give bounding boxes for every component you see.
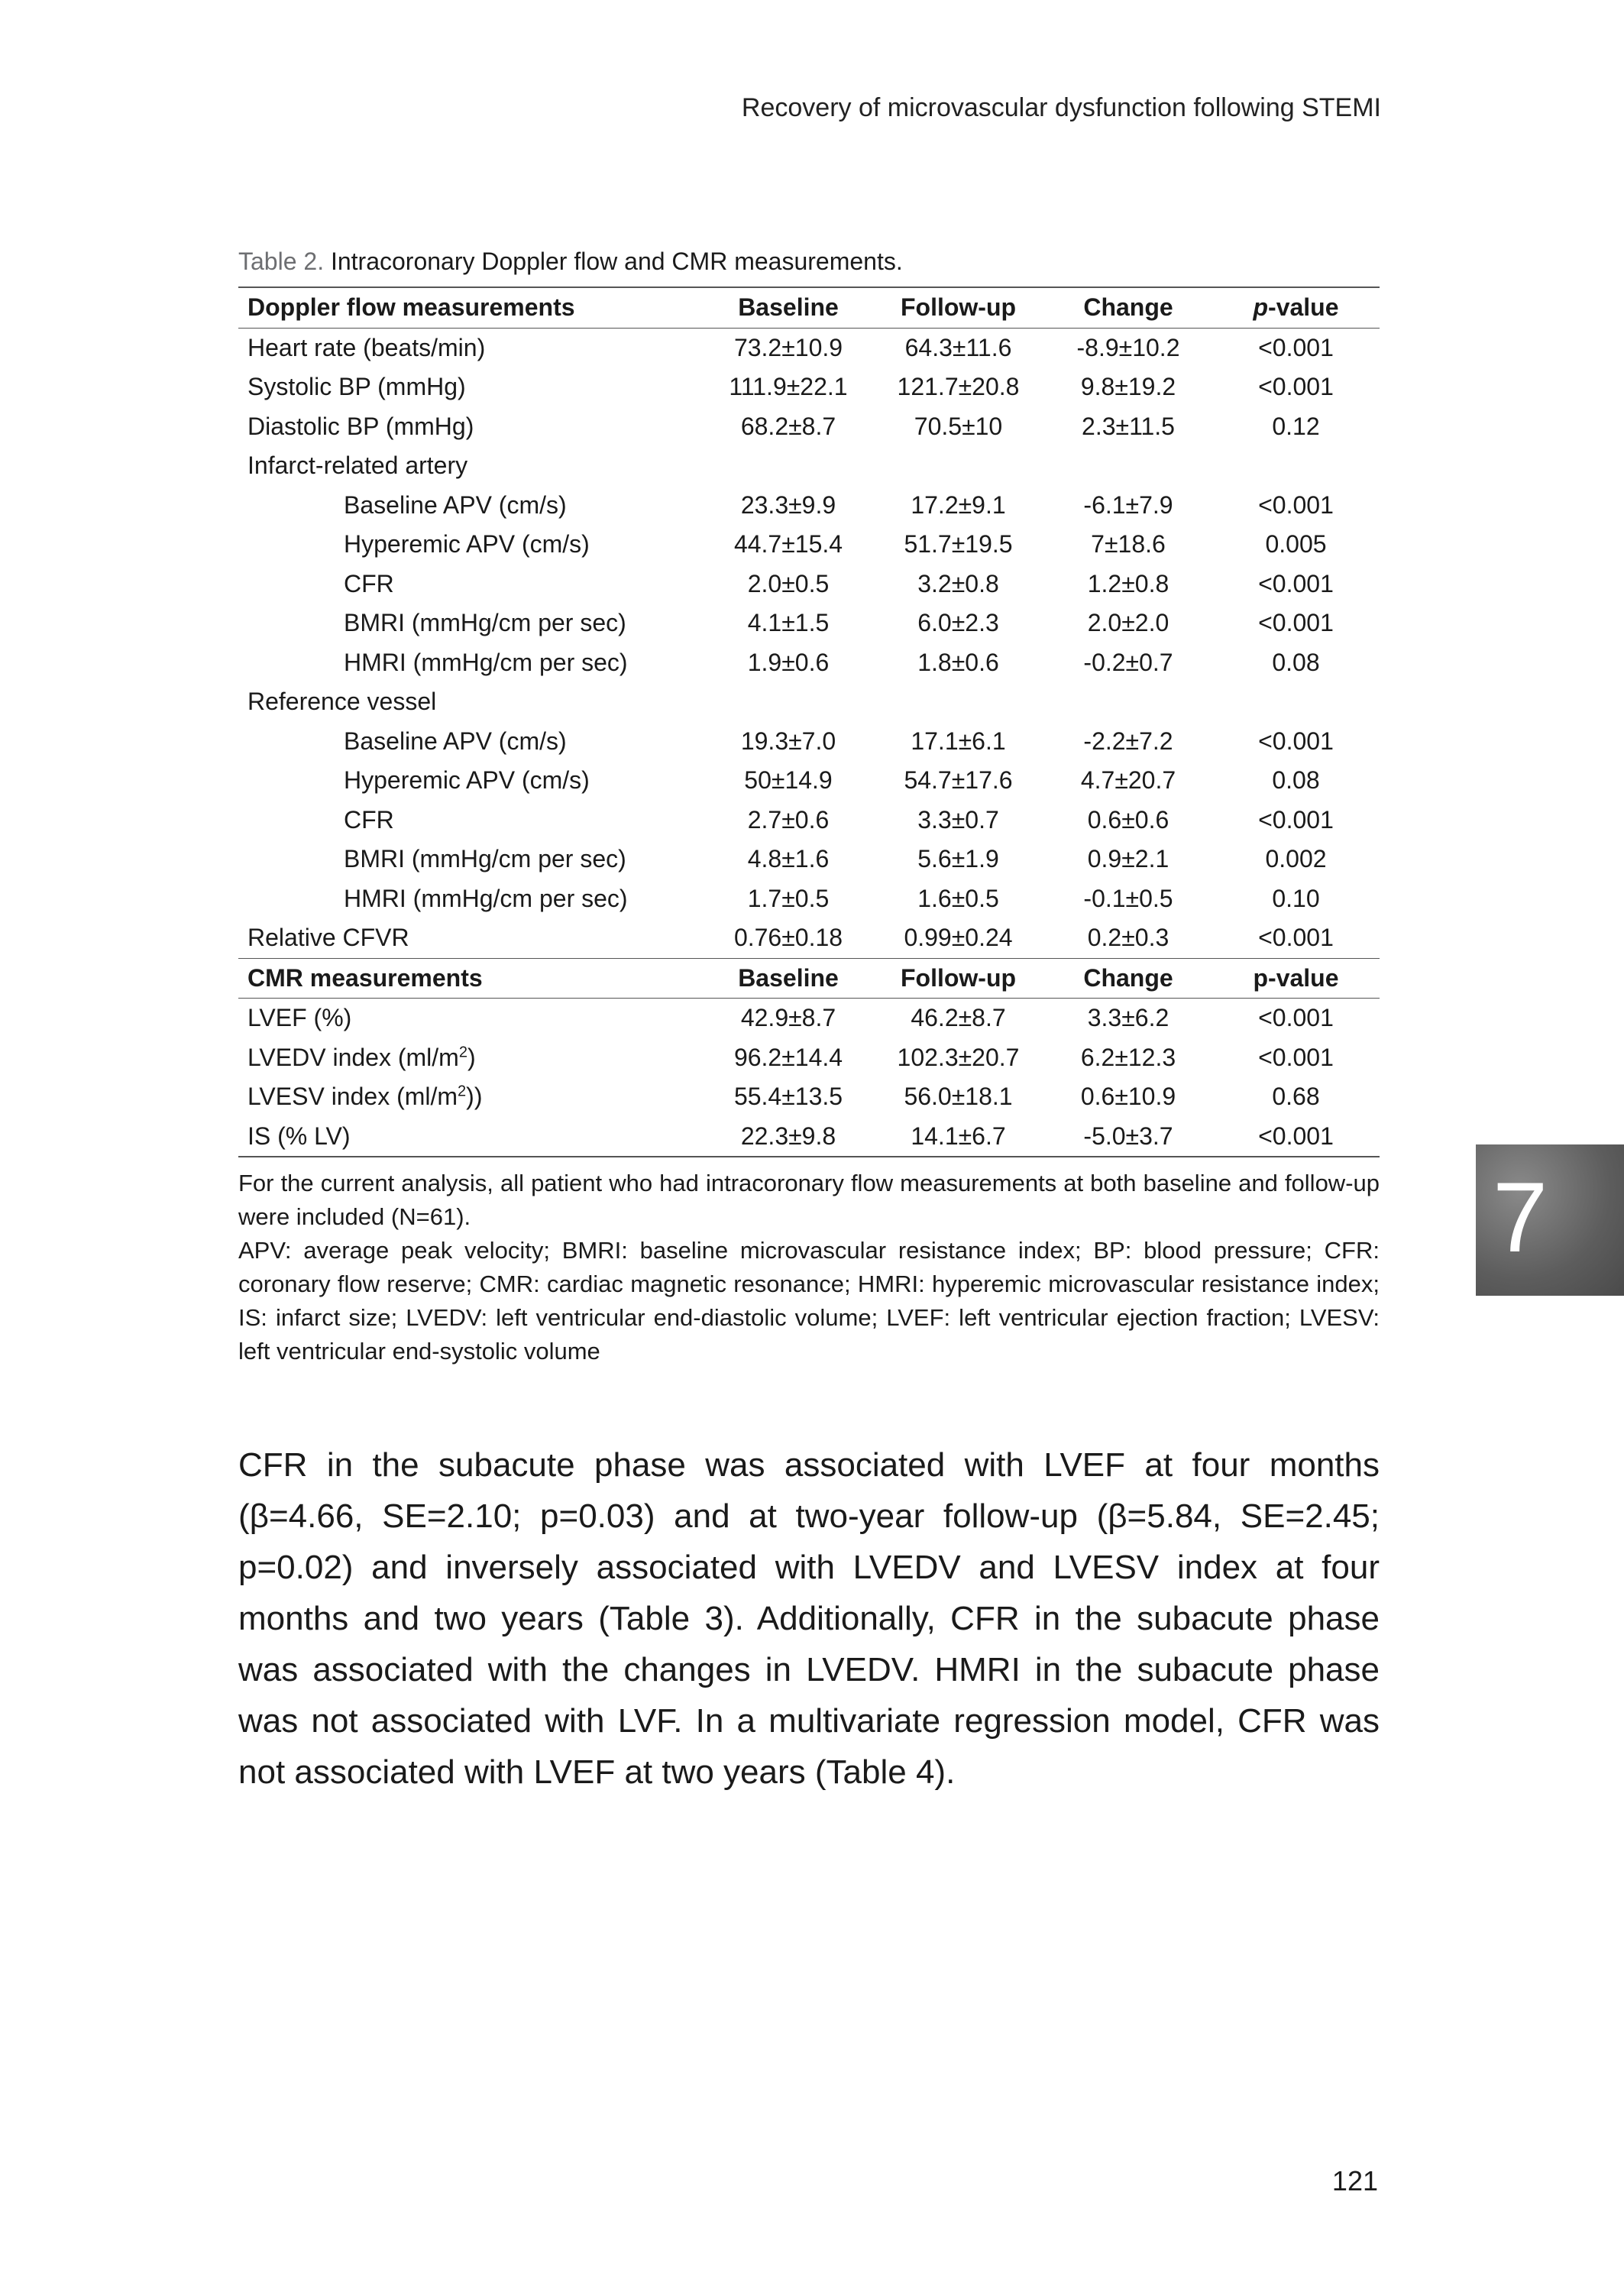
cell-value: 1.9±0.6 <box>747 648 830 676</box>
row-label: HMRI (mmHg/cm per sec) <box>344 648 628 676</box>
group-label: Infarct-related artery <box>247 452 468 480</box>
cell-value: <0.001 <box>1258 805 1334 834</box>
label-text: ) <box>467 1043 476 1071</box>
cell-value: 50±14.9 <box>744 766 833 795</box>
cell-value: 7±18.6 <box>1091 530 1166 558</box>
header-cell: Follow-up <box>872 287 1044 328</box>
table-row <box>238 565 1380 604</box>
cell-value: <0.001 <box>1258 1004 1334 1032</box>
table-caption <box>238 248 1380 276</box>
cell-value: <0.001 <box>1258 333 1334 361</box>
table-row <box>238 999 1380 1038</box>
row-label: Relative CFVR <box>247 924 409 952</box>
cell-value: 44.7±15.4 <box>733 530 843 558</box>
cell-value: 4.1±1.5 <box>747 609 830 637</box>
cell-value: -5.0±3.7 <box>1044 1117 1212 1157</box>
p-italic: p <box>1253 293 1269 322</box>
chapter-number: 7 <box>1493 1161 1548 1273</box>
header-cell: CMR measurements <box>238 958 704 999</box>
superscript: 2 <box>458 1083 467 1100</box>
cell-value: 0.002 <box>1265 845 1327 873</box>
cell-value: 0.08 <box>1272 648 1320 676</box>
table-row <box>238 525 1380 565</box>
row-label: HMRI (mmHg/cm per sec) <box>344 884 628 912</box>
header-cell: Doppler flow measurements <box>238 287 704 328</box>
cell-value: 4.8±1.6 <box>747 845 830 873</box>
table-row <box>238 840 1380 879</box>
cell-value: 0.12 <box>1272 412 1320 440</box>
cell-value: 1.8±0.6 <box>917 648 999 676</box>
superscript: 2 <box>458 1044 467 1061</box>
caption-text: Intracoronary Doppler flow and CMR measurements. <box>330 248 903 275</box>
header-cell: Baseline <box>704 958 872 999</box>
caption-label: Table 2. <box>238 248 325 275</box>
row-label: CFR <box>344 805 394 834</box>
cell-value: 1.7±0.5 <box>747 884 830 912</box>
cell-value: 9.8±19.2 <box>1080 373 1176 401</box>
row-label: Baseline APV (cm/s) <box>344 490 567 519</box>
measurements-table <box>238 286 1380 1157</box>
row-label: BMRI (mmHg/cm per sec) <box>344 609 626 637</box>
cell-value: 0.76±0.18 <box>733 924 843 952</box>
table-row <box>238 1038 1380 1078</box>
label-text: LVEDV index (ml/m <box>247 1043 459 1071</box>
table-row <box>238 604 1380 643</box>
row-label: Diastolic BP (mmHg) <box>247 412 474 440</box>
row-label <box>238 1038 704 1078</box>
cell-value: 1.2±0.8 <box>1087 569 1169 597</box>
cell-value: 0.005 <box>1265 530 1327 558</box>
group-label: Reference vessel <box>247 688 437 716</box>
cell-value: -6.1±7.9 <box>1083 490 1173 519</box>
row-label: BMRI (mmHg/cm per sec) <box>344 845 626 873</box>
cell-value: 0.68 <box>1272 1083 1320 1111</box>
table-row <box>238 801 1380 840</box>
cell-value: 54.7±17.6 <box>904 766 1013 795</box>
group-row <box>238 446 1380 486</box>
table-row <box>238 328 1380 367</box>
cell-value: -0.1±0.5 <box>1083 884 1173 912</box>
cell-value: 14.1±6.7 <box>872 1117 1044 1157</box>
cell-value: 0.9±2.1 <box>1087 845 1169 873</box>
table-header-row <box>238 287 1380 328</box>
table-2 <box>238 248 1380 1368</box>
cell-value: <0.001 <box>1258 490 1334 519</box>
cell-value: 2.0±0.5 <box>747 569 830 597</box>
row-label <box>238 1077 704 1117</box>
table-notes <box>238 1167 1380 1368</box>
cell-value: <0.001 <box>1212 1117 1380 1157</box>
header-cell: Baseline <box>704 287 872 328</box>
cell-value: <0.001 <box>1258 569 1334 597</box>
table-row <box>238 367 1380 407</box>
cell-value: <0.001 <box>1258 727 1334 755</box>
cell-value: 70.5±10 <box>914 412 1003 440</box>
row-label: Hyperemic APV (cm/s) <box>344 766 590 795</box>
cell-value: 3.2±0.8 <box>917 569 999 597</box>
cell-value: <0.001 <box>1258 609 1334 637</box>
cell-value: 64.3±11.6 <box>904 333 1012 361</box>
cell-value: 102.3±20.7 <box>897 1043 1020 1071</box>
pvalue-rest: -value <box>1268 293 1339 322</box>
table-row <box>238 1077 1380 1117</box>
cell-value: <0.001 <box>1258 1043 1334 1071</box>
cell-value: 0.2±0.3 <box>1087 924 1169 952</box>
cell-value: 46.2±8.7 <box>911 1004 1006 1032</box>
cell-value: 0.6±0.6 <box>1087 805 1169 834</box>
table-row <box>238 761 1380 801</box>
cell-value: 23.3±9.9 <box>740 490 836 519</box>
table-row <box>238 879 1380 919</box>
cell-value: 68.2±8.7 <box>740 412 836 440</box>
cell-value: 56.0±18.1 <box>904 1083 1013 1111</box>
row-label: Hyperemic APV (cm/s) <box>344 530 590 558</box>
header-cell-pvalue <box>1212 287 1380 328</box>
cell-value: 6.0±2.3 <box>917 609 999 637</box>
cell-value: 0.6±10.9 <box>1080 1083 1176 1111</box>
running-head: Recovery of microvascular dysfunction following STEMI <box>741 93 1381 122</box>
cell-value: 1.6±0.5 <box>917 884 999 912</box>
cell-value: 0.99±0.24 <box>904 924 1013 952</box>
row-label: Baseline APV (cm/s) <box>344 727 567 755</box>
header-cell: Change <box>1044 287 1212 328</box>
cell-value: <0.001 <box>1258 924 1334 952</box>
cell-value: 2.3±11.5 <box>1082 412 1175 440</box>
table-row <box>238 722 1380 762</box>
table-note: For the current analysis, all patient who had intracoronary flow measurements at both baseline and follow-up were included (N=61). <box>238 1170 1380 1230</box>
header-cell: p-value <box>1212 958 1380 999</box>
cell-value: 111.9±22.1 <box>729 373 848 401</box>
body-paragraph: CFR in the subacute phase was associated with LVEF at four months (β=4.66, SE=2.10; p=0.03) and at two-year follow-up (β=5.84, SE=2.45; p=0.02) and inversely associated with LVEDV and LVESV index at four months and two years (Table 3). Additionally, CFR in the subacute phase was associated with the changes in LVEDV. HMRI in the subacute phase was not associated with LVF. In a multivariate regression model, CFR was not associated with LVEF at two years (Table 4). <box>238 1446 1380 1791</box>
cell-value: 73.2±10.9 <box>733 333 843 361</box>
group-row <box>238 682 1380 722</box>
table-row <box>238 1117 1380 1157</box>
row-label: IS (% LV) <box>238 1117 704 1157</box>
cell-value: 17.1±6.1 <box>911 727 1006 755</box>
cell-value: 19.3±7.0 <box>740 727 836 755</box>
cell-value: 42.9±8.7 <box>740 1004 836 1032</box>
cell-value: -0.2±0.7 <box>1083 648 1173 676</box>
cell-value: 121.7±20.8 <box>897 373 1020 401</box>
cell-value: 5.6±1.9 <box>917 845 999 873</box>
table-row <box>238 918 1380 958</box>
row-label: Heart rate (beats/min) <box>247 333 486 361</box>
cell-value: 22.3±9.8 <box>704 1117 872 1157</box>
cmr-header-row <box>238 958 1380 999</box>
cell-value: 17.2±9.1 <box>911 490 1006 519</box>
row-label: LVEF (%) <box>247 1004 352 1032</box>
table-row <box>238 486 1380 526</box>
cell-value: 2.7±0.6 <box>747 805 830 834</box>
row-label: Systolic BP (mmHg) <box>247 373 466 401</box>
header-cell: Change <box>1044 958 1212 999</box>
cell-value: 6.2±12.3 <box>1080 1043 1176 1071</box>
cell-value: -2.2±7.2 <box>1083 727 1173 755</box>
header-cell: Follow-up <box>872 958 1044 999</box>
row-label: CFR <box>344 569 394 597</box>
cell-value: 51.7±19.5 <box>904 530 1013 558</box>
chapter-tab <box>1476 1144 1624 1296</box>
cell-value: 2.0±2.0 <box>1087 609 1169 637</box>
cell-value: 0.08 <box>1272 766 1320 795</box>
cell-value: 4.7±20.7 <box>1080 766 1176 795</box>
cell-value: <0.001 <box>1258 373 1334 401</box>
label-text: LVESV index (ml/m <box>247 1083 458 1111</box>
table-row <box>238 407 1380 447</box>
cell-value: 55.4±13.5 <box>733 1083 843 1111</box>
cell-value: 3.3±6.2 <box>1087 1004 1169 1032</box>
table-row <box>238 643 1380 683</box>
abbreviations-note: APV: average peak velocity; BMRI: baseline microvascular resistance index; BP: blood pressure; CFR: coronary flow reserve; CMR: cardiac magnetic resonance; HMRI: hyperemic microvascular resistance index; IS: infarct size; LVEDV: left ventricular end-diastolic volume; LVEF: left ventricular ejection fraction; LVESV: left ventricular end-systolic volume <box>238 1237 1380 1365</box>
page-number: 121 <box>1331 2165 1378 2196</box>
cell-value: 0.10 <box>1272 884 1320 912</box>
cell-value: -8.9±10.2 <box>1076 333 1180 361</box>
cell-value: 96.2±14.4 <box>733 1043 843 1071</box>
label-text: )) <box>466 1083 483 1111</box>
cell-value: 3.3±0.7 <box>917 805 999 834</box>
